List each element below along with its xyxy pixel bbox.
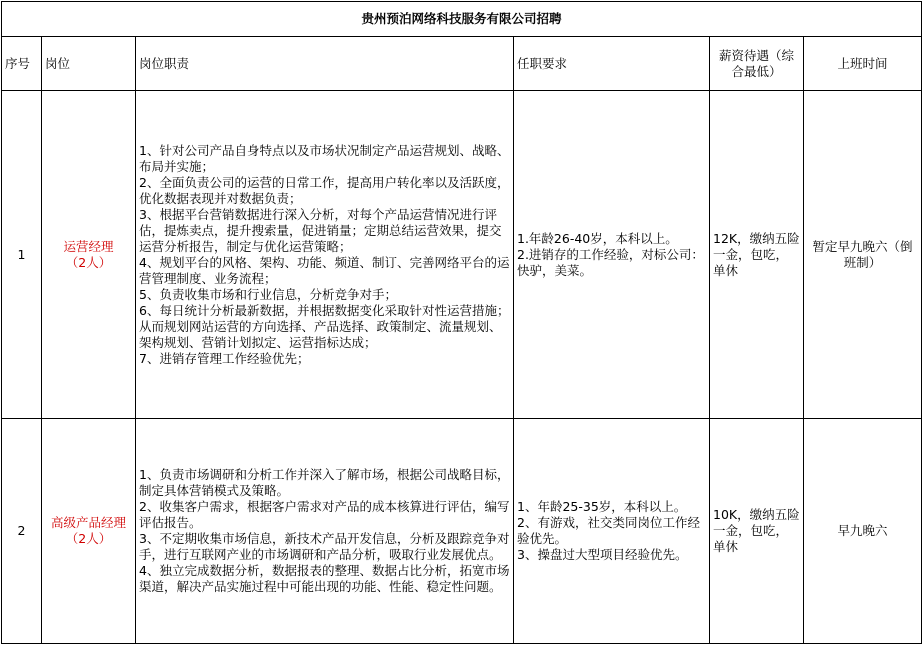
recruitment-table bbox=[1, 1, 922, 644]
row-salary: 12K，缴纳五险一金，包吃，单休 bbox=[710, 91, 804, 419]
row-duties bbox=[136, 91, 514, 419]
duty-item: 3、不定期收集市场信息，新技术产品开发信息，分析及跟踪竞争对手，进行互联网产业的市场调研和产品分析，吸取行业发展优点。 bbox=[139, 531, 510, 562]
header-duties: 岗位职责 bbox=[136, 37, 514, 91]
duty-item: 4、规划平台的风格、架构、功能、频道、制订、完善网络平台的运营管理制度、业务流程； bbox=[139, 254, 510, 286]
row-position bbox=[42, 91, 136, 419]
requirement-item: 1.年龄26-40岁，本科以上。 bbox=[517, 230, 678, 246]
row-requirements bbox=[514, 419, 710, 644]
requirement-item: 1、年龄25-35岁，本科以上。 bbox=[517, 499, 687, 514]
row-hours: 早九晚六 bbox=[804, 419, 922, 644]
requirement-item: 2、有游戏，社交类同岗位工作经验优先。 bbox=[517, 515, 700, 546]
position-title: 运营经理 bbox=[63, 238, 114, 254]
header-hours: 上班时间 bbox=[804, 37, 922, 91]
sheet-title: 贵州预泊网络科技服务有限公司招聘 bbox=[2, 2, 922, 37]
duty-item: 6、每日统计分析最新数据，并根据数据变化采取针对性运营措施；从而规划网站运营的方向选择、产品选择、政策制定、流量规划、架构规划、营销计划拟定、运营指标达成； bbox=[139, 302, 510, 350]
duty-item: 3、根据平台营销数据进行深入分析，对每个产品运营情况进行评估，提炼卖点，提升搜索量，促进销量；定期总结运营效果，提交运营分析报告，制定与优化运营策略； bbox=[139, 206, 502, 254]
duty-item: 4、独立完成数据分析，数据报表的整理、数据占比分析，拓宽市场渠道，解决产品实施过程中可能出现的功能、性能、稳定性问题。 bbox=[139, 563, 510, 594]
header-salary: 薪资待遇（综合最低） bbox=[710, 37, 804, 91]
row-seq: 1 bbox=[2, 91, 42, 419]
header-position: 岗位 bbox=[42, 37, 136, 91]
position-count: （2人） bbox=[65, 254, 112, 270]
position-count: （2人） bbox=[65, 531, 112, 546]
row-requirements bbox=[514, 91, 710, 419]
duty-item: 7、进销存管理工作经验优先； bbox=[139, 350, 310, 366]
row-salary: 10K，缴纳五险一金，包吃，单休 bbox=[710, 419, 804, 644]
duty-item: 1、针对公司产品自身特点以及市场状况制定产品运营规划、战略、布局并实施； bbox=[139, 142, 510, 174]
position-title: 高级产品经理 bbox=[50, 515, 126, 530]
requirement-item: 3、操盘过大型项目经验优先。 bbox=[517, 547, 688, 562]
row-seq: 2 bbox=[2, 419, 42, 644]
duty-item: 1、负责市场调研和分析工作并深入了解市场，根据公司战略目标，制定具体营销模式及策略。 bbox=[139, 467, 510, 498]
row-position bbox=[42, 419, 136, 644]
header-requirements: 任职要求 bbox=[514, 37, 710, 91]
duty-item: 2、收集客户需求，根据客户需求对产品的成本核算进行评估，编写评估报告。 bbox=[139, 499, 510, 530]
requirement-item: 2.进销存的工作经验，对标公司：快驴，美菜。 bbox=[517, 246, 704, 278]
duty-item: 2、全面负责公司的运营的日常工作，提高用户转化率以及活跃度，优化数据表现并对数据负责； bbox=[139, 174, 510, 206]
table-row bbox=[2, 91, 922, 419]
header-seq: 序号 bbox=[2, 37, 42, 91]
row-duties bbox=[136, 419, 514, 644]
duty-item: 5、负责收集市场和行业信息，分析竞争对手； bbox=[139, 286, 397, 302]
row-hours: 暂定早九晚六（倒班制） bbox=[804, 91, 922, 419]
table-row bbox=[2, 419, 922, 644]
